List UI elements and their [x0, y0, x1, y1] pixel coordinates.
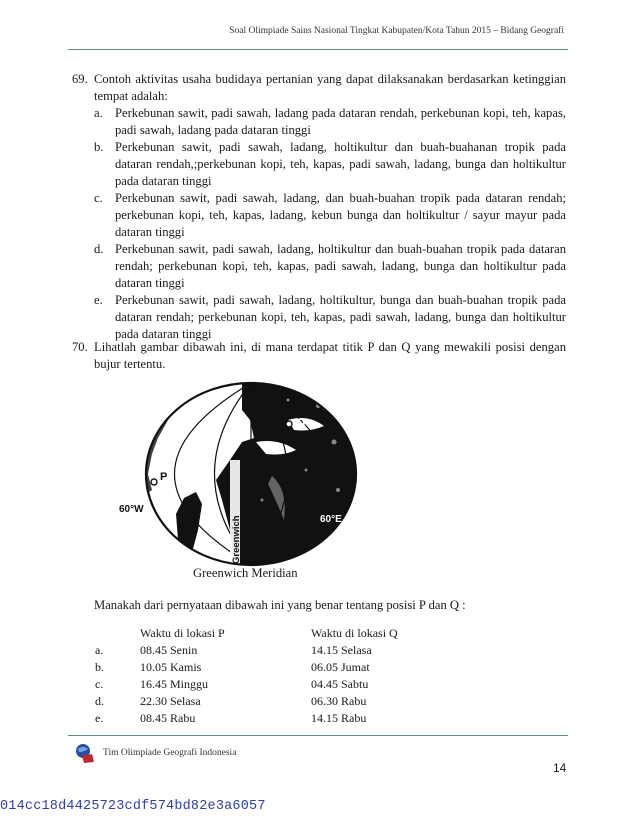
question-70 — [72, 339, 566, 373]
answer-time-q: 14.15 Rabu — [311, 711, 367, 725]
option-text: Perkebunan sawit, padi sawah, ladang, holtikultur dan buah-buahanan tropik pada dataran rendah,;perkebunan kopi, teh, kapas, padi sawah, ladang, bunga dan holtikultur pada dataran tinggi — [115, 140, 566, 188]
answer-time-p: 16.45 Minggu — [140, 677, 209, 691]
label-60w: 60°W — [119, 504, 144, 515]
option-letter: a. — [94, 106, 103, 120]
label-60e: 60°E — [320, 514, 342, 525]
answer-row — [75, 677, 461, 694]
answer-time-q: 06.05 Jumat — [311, 660, 370, 674]
figure-caption: Greenwich Meridian — [193, 566, 298, 580]
option-a — [94, 105, 566, 139]
option-letter: e. — [94, 293, 103, 307]
option-letter: d. — [94, 242, 104, 256]
answer-row — [75, 643, 461, 660]
option-b — [94, 139, 566, 190]
option-text: Perkebunan sawit, padi sawah, ladang, dan buah-buahan tropik pada dataran rendah; perkebunan kopi, teh, kapas, ladang, kebun bunga dan holtikultur / sayur mayur pada dataran tinggi — [115, 191, 566, 239]
answer-table — [75, 626, 461, 728]
question-69 — [72, 71, 566, 343]
column-header-p: Waktu di lokasi P — [140, 626, 225, 640]
label-p: P — [160, 471, 168, 483]
option-text: Perkebunan sawit, padi sawah, ladang, holtikultur, bunga dan buah-buahan tropik pada dataran rendah; perkebunan kopi, teh, kapas, padi sawah, ladang, bunga dan holtikultur pada dataran tinggi — [115, 293, 566, 341]
answer-header-row — [75, 626, 461, 643]
question-text: Contoh aktivitas usaha budidaya pertanian yang dapat dilaksanakan berdasarkan ketinggian tempat adalah: — [94, 72, 566, 103]
answer-time-p: 22.30 Selasa — [140, 694, 201, 708]
answer-letter: a. — [95, 643, 104, 657]
answer-letter: c. — [95, 677, 104, 691]
option-e — [94, 292, 566, 343]
point-q — [286, 421, 292, 427]
page-header: Soal Olimpiade Sains Nasional Tingkat Kabupaten/Kota Tahun 2015 – Bidang Geografi — [229, 26, 564, 36]
header-divider — [68, 49, 568, 50]
label-q: Q — [296, 416, 306, 430]
answer-letter: b. — [95, 660, 104, 674]
option-d — [94, 241, 566, 292]
answer-time-q: 06.30 Rabu — [311, 694, 367, 708]
footer-divider — [68, 735, 568, 736]
answer-time-p: 10.05 Kamis — [140, 660, 202, 674]
question-text: Lihatlah gambar dibawah ini, di mana terdapat titik P dan Q yang mewakili posisi dengan bujur tertentu. — [94, 340, 566, 371]
answer-time-q: 14.15 Selasa — [311, 643, 372, 657]
option-text: Perkebunan sawit, padi sawah, ladang pada dataran rendah, perkebunan kopi, teh, kapas, padi sawah, ladang pada dataran tinggi — [115, 106, 566, 137]
answer-letter: e. — [95, 711, 104, 725]
option-letter: b. — [94, 140, 104, 154]
option-text: Perkebunan sawit, padi sawah, ladang, holtikultur dan buah-buahan tropik pada dataran rendah; perkebunan kopi, teh, kapas, padi sawah, ladang, bunga dan holtikultur pada dataran tinggi — [115, 242, 566, 290]
answer-time-p: 08.45 Senin — [140, 643, 198, 657]
document-hash: 014cc18d4425723cdf574bd82e3a6057 — [0, 799, 266, 814]
option-list — [94, 105, 566, 343]
point-p — [151, 479, 157, 485]
question-number: 69. — [72, 72, 88, 86]
label-greenwich: Greenwich — [231, 515, 242, 564]
answer-letter: d. — [95, 694, 104, 708]
answer-row — [75, 694, 461, 711]
answer-row — [75, 660, 461, 677]
column-header-q: Waktu di lokasi Q — [311, 626, 398, 640]
globe-figure — [119, 380, 364, 568]
answer-row — [75, 711, 461, 728]
option-letter: c. — [94, 191, 103, 205]
question-number: 70. — [72, 340, 88, 354]
answer-time-p: 08.45 Rabu — [140, 711, 196, 725]
question-prompt: Manakah dari pernyataan dibawah ini yang benar tentang posisi P dan Q : — [94, 598, 466, 612]
footer-text: Tim Olimpiade Geografi Indonesia — [103, 748, 237, 758]
answer-time-q: 04.45 Sabtu — [311, 677, 369, 691]
page-number: 14 — [553, 761, 567, 775]
olympiad-logo-icon — [74, 742, 96, 764]
option-c — [94, 190, 566, 241]
